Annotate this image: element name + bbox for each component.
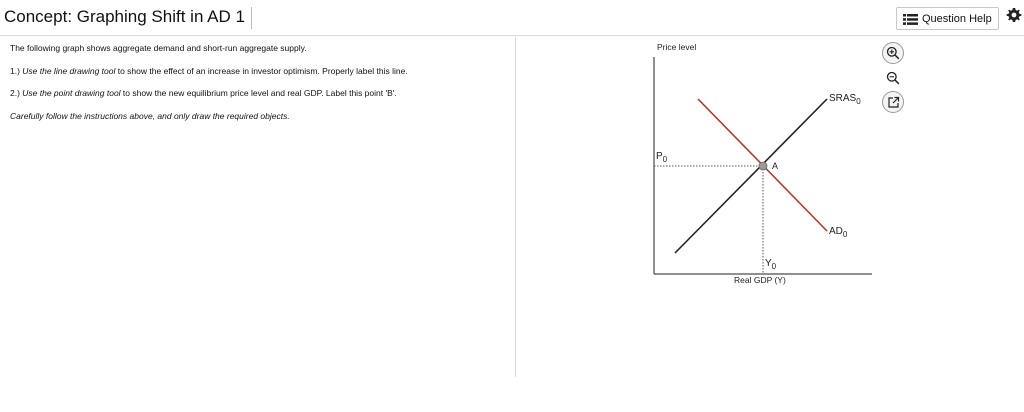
header-bar <box>0 0 1024 36</box>
instruction-intro: The following graph shows aggregate demand and short-run aggregate supply. <box>10 43 307 53</box>
step-1-text: to show the effect of an increase in investor optimism. Properly label this line. <box>115 66 408 76</box>
instruction-step-2 <box>10 88 397 98</box>
page-title: Concept: Graphing Shift in AD 1 <box>4 7 252 29</box>
sras-curve[interactable] <box>675 99 827 253</box>
instructions-panel <box>0 37 516 377</box>
zoom-in-icon[interactable] <box>882 42 904 64</box>
step-1-number: 1.) <box>10 66 23 76</box>
instruction-note-text: Carefully follow the instructions above, and only draw the required objects. <box>10 111 290 121</box>
step-2-text: to show the new equilibrium price level and real GDP. Label this point 'B'. <box>120 88 397 98</box>
question-help-button[interactable] <box>896 7 999 30</box>
point-a-label: A <box>772 161 779 171</box>
step-2-number: 2.) <box>10 88 23 98</box>
gdp-label: $Y_0$ <box>765 258 777 271</box>
equilibrium-point-a[interactable] <box>759 162 767 170</box>
zoom-out-icon[interactable] <box>882 67 904 89</box>
x-axis-label: Real GDP (Y) <box>734 275 786 285</box>
y-axis-label: Price level <box>657 42 697 52</box>
gear-icon[interactable] <box>1005 7 1023 29</box>
sras-label: $SRAS_0$ <box>829 93 861 106</box>
ad-as-graph[interactable] <box>517 37 877 357</box>
instruction-step-1 <box>10 66 408 76</box>
instruction-note <box>10 111 290 121</box>
price-label: $P_0$ <box>656 151 668 164</box>
list-icon <box>903 14 918 24</box>
step-1-tool: Use the line drawing tool <box>22 66 116 76</box>
question-help-label: Question Help <box>922 12 992 25</box>
external-link-icon[interactable] <box>882 91 904 113</box>
step-2-tool: Use the point drawing tool <box>22 88 121 98</box>
graph-area[interactable] <box>517 37 877 357</box>
ad-label: $AD_0$ <box>829 226 848 239</box>
